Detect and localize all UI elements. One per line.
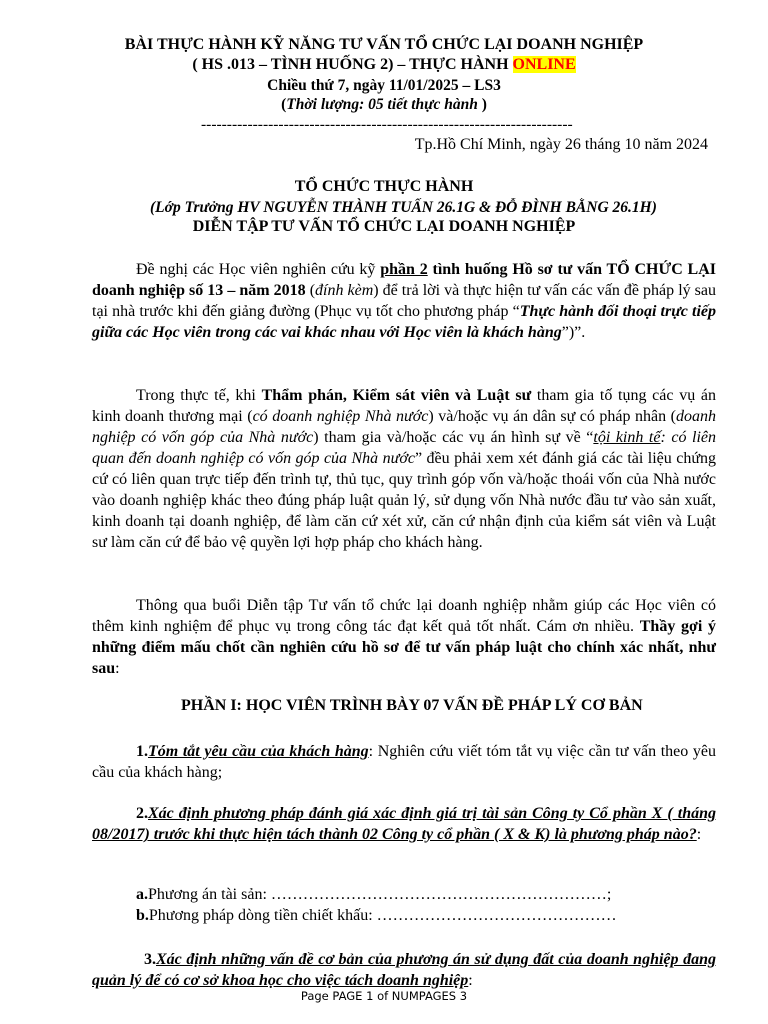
paragraph-purpose <box>92 595 716 679</box>
intro-attached: đính kèm <box>315 282 374 299</box>
option-text: Phương pháp dòng tiền chiết khấu: ……………………………………… <box>148 907 617 924</box>
option-text: Phương án tài sản: ………………………………………………………; <box>148 886 612 903</box>
duration-open: ( <box>281 96 287 113</box>
item-2a <box>136 886 611 904</box>
schedule-line: Chiều thứ 7, ngày 11/01/2025 – LS3 <box>267 77 501 94</box>
page-footer: Page PAGE 1 of NUMPAGES 3 <box>300 989 468 1003</box>
context-text: Trong thực tế, khi <box>136 387 262 404</box>
context-text: ) tham gia và/hoặc các vụ án hình sự về “ <box>313 429 594 446</box>
intro-text: ( <box>305 282 316 299</box>
duration-text: Thời lượng: 05 tiết thực hành <box>286 96 478 113</box>
part1-heading: PHẦN I: HỌC VIÊN TRÌNH BÀY 07 VẤN ĐỀ PHÁP LÝ CƠ BẢN <box>181 697 643 714</box>
context-italic: có doanh nghiệp Nhà nước <box>252 408 429 425</box>
item-1 <box>92 741 716 783</box>
option-label: a. <box>136 886 148 903</box>
item-3 <box>92 949 716 991</box>
item-title: Xác định phương pháp đánh giá xác định giá trị tài sản Công ty Cổ phần X ( tháng 08/2017) trước khi thực hiện tách thành 02 Công ty cổ phần ( X & K) là phương pháp nào? <box>92 805 716 843</box>
document-subtitle <box>0 56 768 74</box>
context-italic: doanh nghiệp có vốn góp của Nhà nước <box>92 408 717 446</box>
option-label: b. <box>136 907 149 924</box>
intro-text: ”)”. <box>561 324 586 341</box>
duration-close: ) <box>477 96 487 113</box>
purpose-bold: Thầy gợi ý những điểm mấu chốt cần nghiên cứu hồ sơ để tư vấn pháp luật cho chính xác nhất, như sau <box>92 618 717 677</box>
duration-line <box>0 96 768 114</box>
intro-case-ref: tình huống Hồ sơ tư vấn TỔ CHỨC LẠI doanh nghiệp số 13 – năm 2018 <box>92 261 716 299</box>
intro-part-ref: phần 2 <box>380 261 428 278</box>
item-title: Xác định những vấn đề cơ bản của phương án sử dụng đất của doanh nghiệp đang quản lý để có cơ sở khoa học cho việc tách doanh nghiệp <box>92 951 716 989</box>
place-date: Tp.Hồ Chí Minh, ngày 26 tháng 10 năm 2024 <box>414 136 708 153</box>
item-text: : <box>696 826 702 843</box>
context-text: tham gia tố tụng các vụ án kinh doanh thương mại ( <box>92 387 717 425</box>
section-subheading: DIỄN TẬP TƯ VẤN TỔ CHỨC LẠI DOANH NGHIỆP <box>192 218 576 235</box>
context-text: ) và/hoặc vụ án dân sự có pháp nhân ( <box>428 408 677 425</box>
context-crime: tội kinh tế <box>593 429 661 446</box>
separator-line: ------------------------------------------------------------------------ <box>201 116 573 133</box>
purpose-text: : <box>115 660 120 677</box>
paragraph-context <box>92 385 716 553</box>
item-number: 1. <box>136 743 148 760</box>
context-italic: : có liên quan đến doanh nghiệp có vốn góp của Nhà nước <box>92 429 717 467</box>
context-text: ” đều phải xem xét đánh giá các tài liệu chứng cứ có liên quan trực tiếp đến trình tự, thủ tục, quy trình góp vốn và/hoặc thoái vốn của Nhà nước vào doanh nghiệp khác theo đúng pháp luật quản lý, sử dụng vốn Nhà nước đầu tư vào sản xuất, kinh doanh tại doanh nghiệp, để làm căn cứ xét xử, căn cứ nhận định của kiểm sát viên và Luật sư làm căn cứ để bảo vệ quyền lợi hợp pháp cho khách hàng. <box>92 450 716 551</box>
item-2b <box>136 907 617 925</box>
context-roles: Thẩm phán, Kiểm sát viên và Luật sư <box>261 387 532 404</box>
organizers-line: (Lớp Trưởng HV NGUYỄN THÀNH TUẤN 26.1G & ĐỖ ĐÌNH BẰNG 26.1H) <box>150 199 657 216</box>
item-2 <box>92 803 716 845</box>
subtitle-text: ( HS .013 – TÌNH HUỐNG 2) – THỰC HÀNH <box>192 56 513 73</box>
purpose-text: Thông qua buổi Diễn tập Tư vấn tổ chức lại doanh nghiệp nhằm giúp các Học viên có thêm kinh nghiệm để phục vụ trong công tác đạt kết quả tốt nhất. Cám ơn nhiều. <box>92 597 716 635</box>
intro-method: Thực hành đối thoại trực tiếp giữa các Học viên trong các vai khác nhau với Học viên là khách hàng <box>92 303 717 341</box>
item-number: 2. <box>136 805 148 822</box>
intro-text: Đề nghị các Học viên nghiên cứu kỹ <box>136 261 381 278</box>
document-title: BÀI THỰC HÀNH KỸ NĂNG TƯ VẤN TỔ CHỨC LẠI DOANH NGHIỆP <box>124 36 644 53</box>
item-title: Tóm tắt yêu cầu của khách hàng <box>148 743 369 760</box>
online-highlight: ONLINE <box>512 56 576 73</box>
paragraph-intro <box>92 259 716 343</box>
item-number: 3. <box>144 951 156 968</box>
item-text: : Nghiên cứu viết tóm tắt vụ việc cần tư vấn theo yêu cầu của khách hàng; <box>92 743 717 781</box>
intro-text: ) để trả lời và thực hiện tư vấn các vấn đề pháp lý sau tại nhà trước khi đến giảng đường (Phục vụ tốt cho phương pháp “ <box>92 282 717 320</box>
section-heading: TỔ CHỨC THỰC HÀNH <box>294 178 474 195</box>
item-text: : <box>468 972 473 989</box>
